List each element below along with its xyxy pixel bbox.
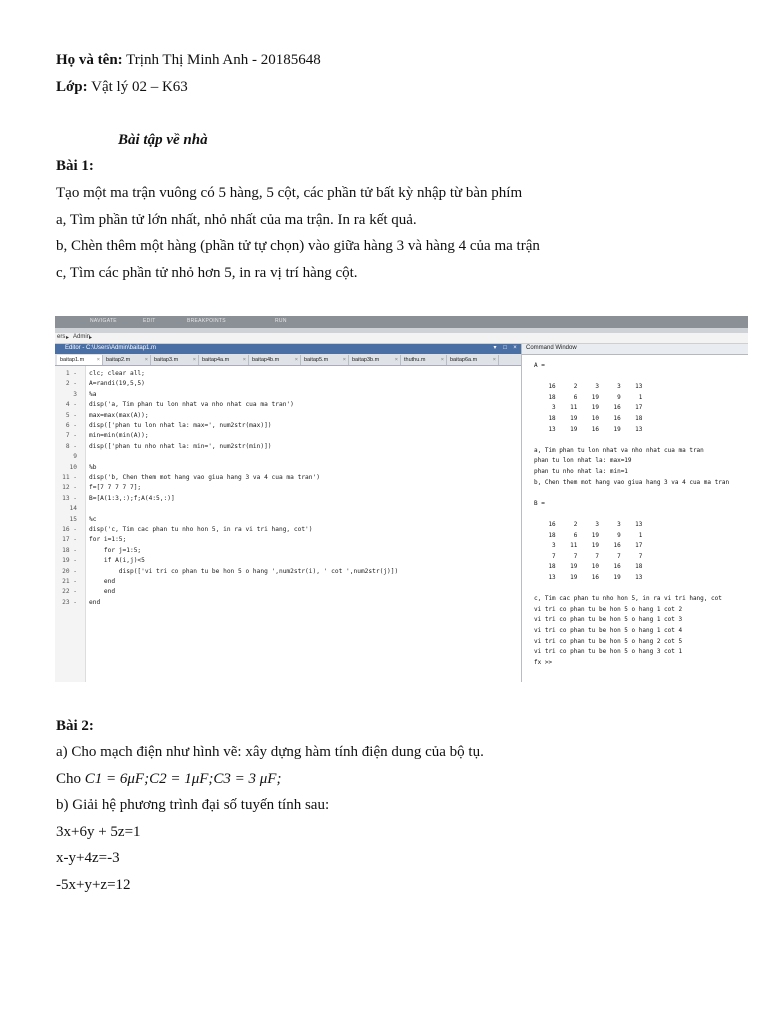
class-value: Vật lý 02 – K63 [87,79,188,95]
close-icon[interactable]: × [342,357,346,363]
command-output-line: 3 11 19 16 17 [534,542,643,550]
command-output-line: A = [534,362,545,369]
cho-prefix: Cho [56,771,85,787]
line-number: 3 [73,390,77,398]
command-output-line: 13 19 16 19 13 [534,425,643,433]
code-text: %b [89,463,97,471]
chevron-right-icon: ▸ [89,335,93,341]
line-number: 4 - [65,401,77,409]
close-icon[interactable]: × [242,357,246,363]
name-value: Trịnh Thị Minh Anh - 20185648 [122,52,321,68]
tab-baitap2[interactable] [103,355,151,365]
command-output-line: 18 6 19 9 1 [534,531,643,539]
editor-title: Editor - C:\Users\Admin\baitap1.m [65,345,157,351]
line-number: 18 - [62,546,77,554]
line-number: 19 - [62,557,77,565]
equation-3: -5x+y+z=12 [56,877,131,893]
close-icon[interactable]: × [492,357,496,363]
command-output-line: 7 7 7 7 7 [534,552,643,560]
tab-label: baitap6a.m [450,357,478,363]
command-output-line: vi tri co phan tu be hon 5 o hang 3 cot 1 [534,648,683,656]
tab-baitap4a[interactable] [199,355,249,365]
address-part: ers [57,334,66,340]
ribbon-tab-edit: EDIT [143,318,156,324]
tab-label: baitap3.m [154,357,179,363]
line-number: 7 - [65,432,77,440]
command-window-output [522,355,748,682]
line-number: 22 - [62,588,77,596]
command-output-line: vi tri co phan tu be hon 5 o hang 1 cot 3 [534,616,683,624]
bai2-line-b: b) Giải hệ phương trình đại số tuyến tính sau: [56,797,330,813]
code-text: for j=1:5; [89,546,142,554]
code-text: end [89,588,116,596]
code-text: for i=1:5; [89,536,127,544]
close-icon[interactable]: × [440,357,444,363]
class-line [56,79,188,96]
close-icon[interactable]: × [513,345,517,351]
bai1-title: Bài 1: [56,158,94,174]
address-bar [55,333,748,344]
command-output-line: 18 19 10 16 18 [534,415,643,422]
command-output-line: a, Tim phan tu lon nhat va nho nhat cua ma tran [534,446,704,454]
bai2-title: Bài 2: [56,718,94,734]
code-text: f=[7 7 7 7 7]; [89,484,142,492]
editor-tabs [55,354,521,366]
command-window-title-bar [522,344,748,355]
tab-label: baitap3b.m [352,357,380,363]
command-output-line: c, Tim cac phan tu nho hon 5, in ra vi tri hang, cot [534,595,722,603]
tab-label: baitap4b.m [252,357,280,363]
command-output-line: vi tri co phan tu be hon 5 o hang 1 cot 2 [534,605,683,613]
editor-panel [55,344,522,682]
close-icon[interactable]: × [96,357,100,363]
capacitor-values: C1 = 6μF;C2 = 1μF;C3 = 3 μF; [84,771,282,787]
tab-label: baitap1.m [60,357,85,363]
line-number: 16 - [62,526,77,533]
line-number: 14 [69,505,77,513]
line-number: 10 [69,463,77,471]
name-label: Họ và tên: [56,52,123,68]
tab-label: baitap2.m [106,357,131,363]
tab-baitap1[interactable] [57,355,103,365]
minimize-icon[interactable]: ▾ [493,345,497,351]
close-icon[interactable]: × [394,357,398,363]
bai1-line: b, Chèn thêm một hàng (phần tử tự chọn) vào giữa hàng 3 và hàng 4 của ma trận [56,238,540,254]
command-output-line: 13 19 16 19 13 [534,574,643,581]
command-output-line: 18 19 10 16 18 [534,563,643,571]
tab-baitap5[interactable] [301,355,349,365]
code-text: disp('a, Tim phan tu lon nhat va nho nhat cua ma tran') [89,401,294,409]
code-text: end [89,578,116,585]
code-text: if A(i,j)<5 [89,557,145,565]
line-number: 17 - [62,536,77,544]
editor-title-bar [55,344,521,354]
ribbon-tab-breakpoints: BREAKPOINTS [187,318,226,324]
line-number: 21 - [62,578,77,585]
line-number: 20 - [62,567,77,575]
code-text: disp(['vi tri co phan tu be hon 5 o hang ',num2str(i), ' cot ',num2str(j)]) [89,567,399,575]
code-text: %c [89,515,97,523]
tab-label: thuthu.m [404,357,426,363]
command-output-line: b, Chen them mot hang vao giua hang 3 va 4 cua ma tran [534,478,730,486]
line-number: 23 - [62,598,77,606]
line-number: 1 - [65,370,77,377]
maximize-icon[interactable]: □ [503,345,507,351]
command-output-line: 16 2 3 3 13 [534,521,643,528]
close-icon[interactable]: × [294,357,298,363]
bai1-line: Tạo một ma trận vuông có 5 hàng, 5 cột, các phần tử bất kỳ nhập từ bàn phím [56,185,523,201]
command-output-line: vi tri co phan tu be hon 5 o hang 2 cot 5 [534,637,683,645]
matlab-screenshot [55,316,748,682]
ribbon-tab-navigate: NAVIGATE [90,318,117,324]
command-output-line: phan tu nho nhat la: min=1 [534,468,628,475]
close-icon[interactable]: × [192,357,196,363]
tab-baitap3b[interactable] [349,355,401,365]
line-number: 2 - [65,380,77,388]
tab-label: baitap5.m [304,357,329,363]
code-text: B=[A(1:3,:);f;A(4:5,:)] [89,494,175,502]
code-text: disp(['phan tu lon nhat la: max=', num2str(max)]) [89,422,272,429]
command-output-line: 18 6 19 9 1 [534,393,643,401]
equation-2: x-y+4z=-3 [56,850,120,866]
bai1-line: a, Tìm phần tử lớn nhất, nhỏ nhất của ma trận. In ra kết quả. [56,212,417,228]
line-number: 12 - [62,484,77,492]
ribbon-tab-run: RUN [275,318,287,324]
class-label: Lớp: [56,79,88,95]
tab-baitap3[interactable] [151,355,199,365]
tab-baitap6a[interactable] [447,355,499,365]
matlab-ribbon [55,316,748,328]
code-text: end [89,598,101,606]
code-text: max=max(max(A)); [89,411,149,419]
tab-label: baitap4a.m [202,357,230,363]
close-icon[interactable]: × [144,357,148,363]
tab-thuthu[interactable] [401,355,447,365]
code-text: clc; clear all; [89,370,145,377]
bai2-line-a: a) Cho mạch điện như hình vẽ: xây dựng hàm tính điện dung của bộ tụ. [56,744,484,760]
command-window-title: Command Window [526,345,577,351]
line-number: 6 - [65,422,77,429]
tab-baitap4b[interactable] [249,355,301,365]
command-output-line: phan tu lon nhat la: max=19 [534,457,632,465]
line-number: 5 - [65,411,77,419]
line-number: 9 [73,453,77,461]
code-text: A=randi(19,5,5) [89,380,145,388]
command-window[interactable] [522,344,748,682]
line-number: 8 - [65,442,77,450]
command-output-line: vi tri co phan tu be hon 5 o hang 1 cot 4 [534,627,683,634]
command-output-line: B = [534,499,545,507]
bai1-line: c, Tìm các phần tử nhỏ hơn 5, in ra vị trí hàng cột. [56,265,358,281]
equation-1: 3x+6y + 5z=1 [56,824,141,840]
code-text: %a [89,390,97,398]
code-area[interactable] [55,366,521,682]
command-output-line: fx >> [534,658,553,666]
code-text: disp(['phan tu nho nhat la: min=', num2str(min)]) [89,442,272,450]
line-number: 15 [69,515,77,523]
command-output-line: 3 11 19 16 17 [534,404,643,412]
code-text: disp('b, Chen them mot hang vao giua hang 3 va 4 cua ma tran') [89,474,320,481]
code-text: disp('c, Tim cac phan tu nho hon 5, in ra vi tri hang, cot') [89,526,313,533]
address-part: Admin [73,334,91,340]
bai2-capacitors-line [56,771,281,788]
chevron-right-icon: ▸ [66,335,70,341]
code-text: min=min(min(A)); [89,432,149,440]
homework-title: Bài tập về nhà [118,132,208,148]
command-output-line: 16 2 3 3 13 [534,383,643,391]
line-number: 11 - [62,474,77,481]
name-line [56,52,321,69]
line-number: 13 - [62,494,77,502]
